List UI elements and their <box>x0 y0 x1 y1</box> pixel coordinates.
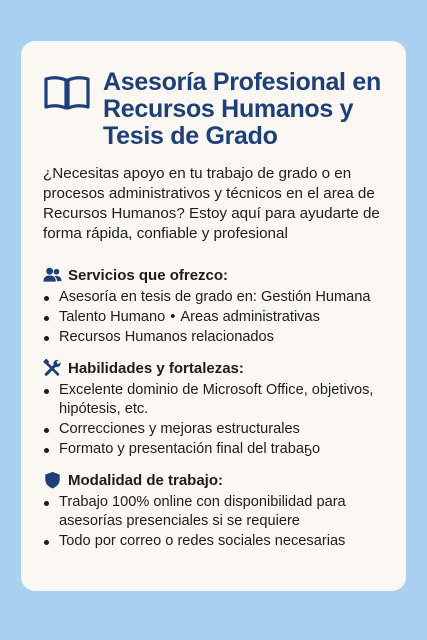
card-header <box>43 57 386 150</box>
inline-bullet: • <box>170 309 176 325</box>
section-heading <box>43 264 386 286</box>
list-item: Todo por correo o redes sociales necesarias <box>43 532 386 551</box>
intro-paragraph: ¿Necesitas apoyo en tu trabajo de grado o en procesos administrativos y técnicos en el area de Recursos Humanos? Estoy aquí para ayudarte de forma rápida, confiable y profesional <box>43 165 380 242</box>
section-heading <box>43 357 386 379</box>
list-item-text: Areas administrativas <box>180 309 320 325</box>
list-item <box>43 308 386 327</box>
people-icon <box>43 266 62 284</box>
page-title <box>103 57 381 150</box>
section-title: Servicios que ofrezco: <box>68 266 229 284</box>
title-line: Asesoría Profesional en <box>103 68 381 96</box>
section-heading <box>43 469 386 491</box>
shield-icon <box>43 471 62 489</box>
title-line: Recursos Humanos y <box>103 95 354 123</box>
list-item: Trabajo 100% online con disponibilidad para asesorías presenciales si se requiere <box>43 493 386 531</box>
modality-section <box>43 469 386 551</box>
service-card <box>21 41 406 591</box>
section-title: Habilidades y fortalezas: <box>68 359 244 377</box>
tools-icon <box>43 359 62 377</box>
modality-list <box>43 493 386 551</box>
section-title: Modalidad de trabajo: <box>68 471 224 489</box>
skills-section <box>43 357 386 459</box>
list-item: Excelente dominio de Microsoft Office, objetivos, hipótesis, etc. <box>43 381 386 419</box>
list-item: Asesoría en tesis de grado en: Gestión Humana <box>43 288 386 307</box>
list-item-text: Talento Humano <box>59 309 166 325</box>
services-list <box>43 288 386 347</box>
title-line: Tesis de Grado <box>103 122 278 150</box>
list-item: Recursos Humanos relacionados <box>43 328 386 347</box>
open-book-icon <box>43 75 91 111</box>
skills-list <box>43 381 386 459</box>
list-item: Correcciones y mejoras estructurales <box>43 420 386 439</box>
list-item: Formato y presentación final del trabaҕo <box>43 440 386 459</box>
services-section <box>43 264 386 347</box>
